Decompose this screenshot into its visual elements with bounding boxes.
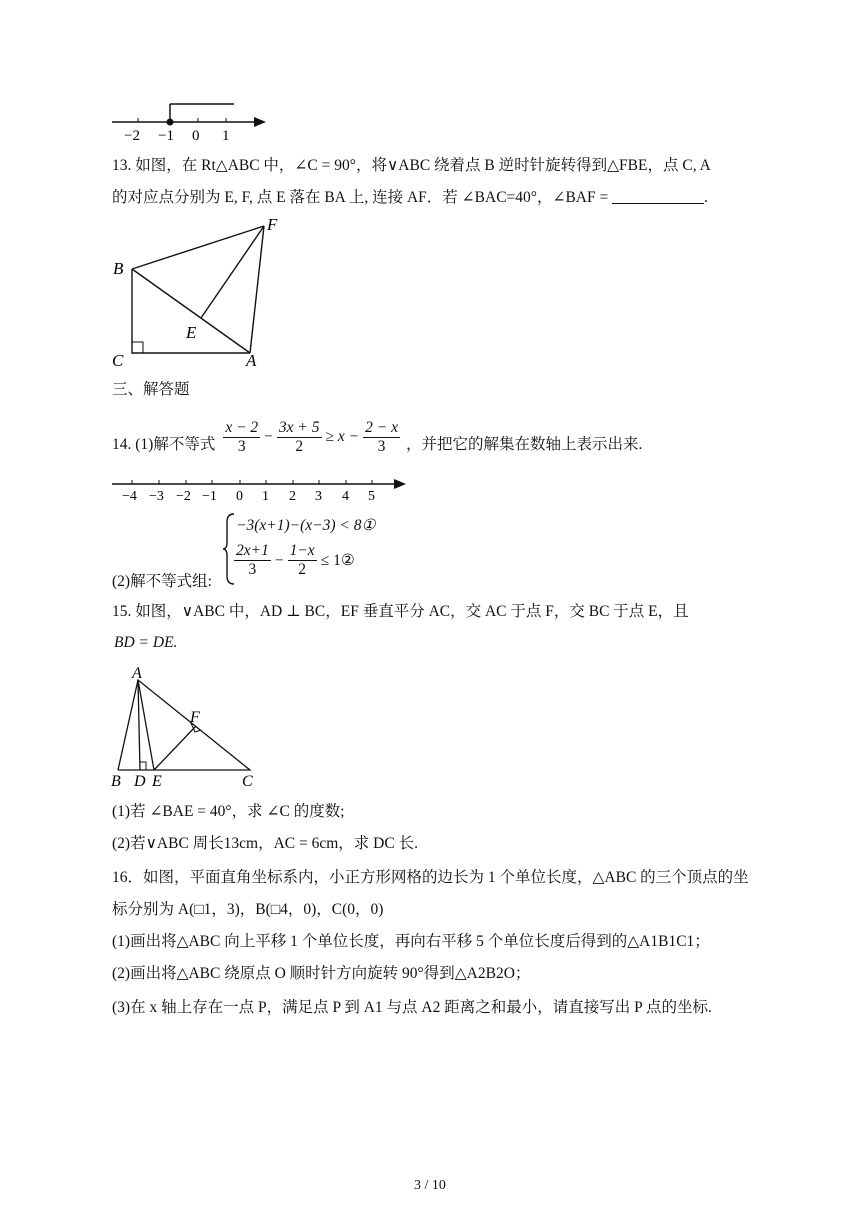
tick-label: −2 xyxy=(176,489,191,504)
q13-line1: 13. 如图，在 Rt△ABC 中，∠C = 90°，将∨ABC 绕着点 B 逆时针旋转得到△FBE，点 C, A xyxy=(112,157,711,174)
q14-part2-label: (2)解不等式组: xyxy=(112,573,212,590)
tick-label: 0 xyxy=(236,489,243,504)
answer-blank xyxy=(612,189,704,204)
page-number: 3 / 10 xyxy=(414,1178,446,1193)
q16-line1: 16．如图，平面直角坐标系内，小正方形网格的边长为 1 个单位长度，△ABC 的三个顶点的坐 xyxy=(112,869,749,886)
fraction-denominator: 3 xyxy=(377,437,386,455)
q16-sub2: (2)画出将△ABC 绕原点 O 顺时针方向旋转 90°得到△A2B2O； xyxy=(112,965,531,982)
fraction-numerator: 3x + 5 xyxy=(278,418,320,436)
q13-line2 xyxy=(112,188,708,208)
point-label-A: A xyxy=(132,665,142,682)
system-line-2 xyxy=(234,542,355,579)
q16-line2: 标分别为 A(□1，3)，B(□4，0)，C(0，0) xyxy=(112,901,384,918)
point-label-B: B xyxy=(111,773,121,790)
tick-label: −3 xyxy=(149,489,164,504)
tick-label: −4 xyxy=(122,489,137,504)
tick-label: 0 xyxy=(192,128,200,144)
q15-sub2: (2)若∨ABC 周长13cm，AC = 6cm，求 DC 长. xyxy=(112,835,418,852)
fraction-denominator: 3 xyxy=(237,437,246,455)
fraction-numerator: 1−x xyxy=(289,542,315,559)
point-label-C: C xyxy=(112,351,124,370)
q16-sub1: (1)画出将△ABC 向上平移 1 个单位长度，再向右平移 5 个单位长度后得到的△A1B1C1； xyxy=(112,933,710,950)
q15-line1: 15. 如图，∨ABC 中，AD ⊥ BC，EF 垂直平分 AC，交 AC 于点 F，交 BC 于点 E，且 xyxy=(112,603,689,620)
q13-figure xyxy=(108,214,298,372)
tick-label: 3 xyxy=(315,489,322,504)
q13-line2-text: 的对应点分别为 E, F, 点 E 落在 BA 上, 连接 AF．若 ∠BAC=40°，∠BAF = xyxy=(112,189,609,206)
tick-label: 1 xyxy=(222,128,230,144)
point-label-F: F xyxy=(267,215,278,234)
section-title: 三、解答题 xyxy=(112,381,190,398)
fraction xyxy=(234,542,271,579)
q14-number-line xyxy=(108,474,408,504)
tick-label: 5 xyxy=(368,489,375,504)
point-label-B: B xyxy=(113,259,124,278)
point-label-F: F xyxy=(190,709,200,726)
q15-line2: BD = DE. xyxy=(114,634,178,651)
fraction-numerator: 2 − x xyxy=(365,418,398,436)
fraction-denominator: 3 xyxy=(248,561,257,578)
q14-part1 xyxy=(112,414,642,460)
point-label-E: E xyxy=(186,323,197,342)
point-label-D: D xyxy=(134,773,146,790)
fraction xyxy=(363,419,400,456)
fraction xyxy=(277,419,322,456)
q16-sub3: (3)在 x 轴上存在一点 P，满足点 P 到 A1 与点 A2 距离之和最小，请直接写出 P 点的坐标. xyxy=(112,999,712,1016)
fraction xyxy=(288,542,317,579)
tick-label: −1 xyxy=(202,489,217,504)
point-label-C: C xyxy=(242,773,253,790)
tick-label: 1 xyxy=(262,489,269,504)
operator: ≥ x − xyxy=(325,428,360,445)
q14-part1-instruction: ，并把它的解集在数轴上表示出来. xyxy=(405,436,643,453)
fraction-denominator: 2 xyxy=(295,437,304,455)
fraction xyxy=(223,419,260,456)
top-number-line xyxy=(108,98,268,144)
system-line-2-tail: ≤ 1② xyxy=(320,551,355,569)
tick-label: 2 xyxy=(289,489,296,504)
point-label-E: E xyxy=(152,773,162,790)
q14-part1-label: 14. (1)解不等式 xyxy=(112,436,216,453)
operator: − xyxy=(274,551,284,569)
q13-line2-end: . xyxy=(704,189,708,206)
tick-label: −2 xyxy=(124,128,140,144)
fraction-numerator: x − 2 xyxy=(225,418,259,436)
operator: − xyxy=(264,428,273,445)
point-label-A: A xyxy=(246,351,257,370)
q15-figure xyxy=(108,664,268,790)
fraction-numerator: 2x+1 xyxy=(236,542,269,559)
tick-label: −1 xyxy=(158,128,174,144)
tick-label: 4 xyxy=(342,489,349,504)
q15-sub1: (1)若 ∠BAE = 40°，求 ∠C 的度数; xyxy=(112,803,345,820)
system-line-1: −3(x+1)−(x−3) < 8① xyxy=(236,517,376,534)
fraction-denominator: 2 xyxy=(298,561,307,578)
